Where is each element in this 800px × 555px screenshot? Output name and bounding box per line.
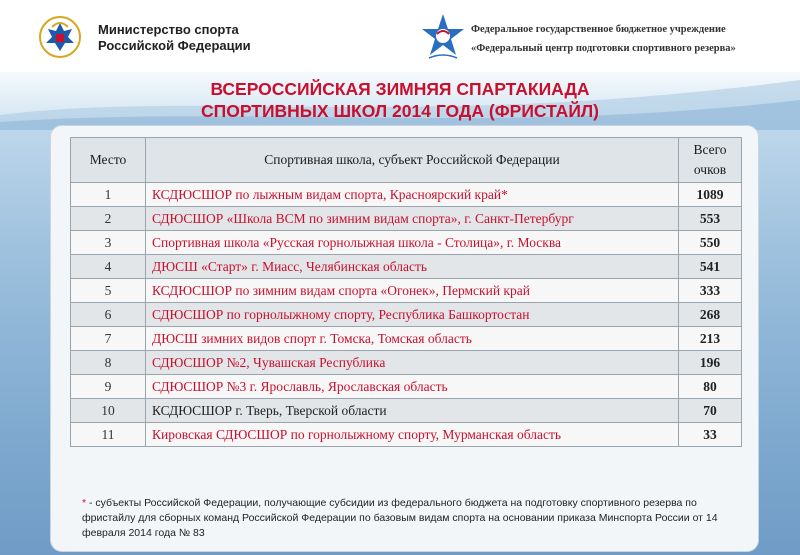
school-cell: СДЮСШОР «Школа ВСМ по зимним видам спорта», г. Санкт-Петербург xyxy=(146,207,679,231)
school-cell: Спортивная школа «Русская горнолыжная школа - Столица», г. Москва xyxy=(146,231,679,255)
table-row xyxy=(71,399,742,423)
points-cell: 268 xyxy=(679,303,742,327)
school-cell: КСДЮСШОР г. Тверь, Тверской области xyxy=(146,399,679,423)
place-cell: 11 xyxy=(71,423,146,447)
school-cell: СДЮСШОР №3 г. Ярославль, Ярославская область xyxy=(146,375,679,399)
place-cell: 10 xyxy=(71,399,146,423)
table-row xyxy=(71,279,742,303)
footnote-asterisk: * xyxy=(82,497,87,509)
center-line1: Федеральное государственное бюджетное учреждение xyxy=(471,24,726,35)
place-cell: 2 xyxy=(71,207,146,231)
table-row xyxy=(71,255,742,279)
points-cell: 33 xyxy=(679,423,742,447)
place-cell: 9 xyxy=(71,375,146,399)
table-row xyxy=(71,327,742,351)
place-cell: 3 xyxy=(71,231,146,255)
school-cell: ДЮСШ зимних видов спорт г. Томска, Томская область xyxy=(146,327,679,351)
points-cell: 541 xyxy=(679,255,742,279)
ministry-line2: Российской Федерации xyxy=(98,38,251,53)
table-row xyxy=(71,423,742,447)
school-cell: КСДЮСШОР по лыжным видам спорта, Красноярский край* xyxy=(146,183,679,207)
footnote xyxy=(82,496,752,541)
header-school: Спортивная школа, субъект Российской Федерации xyxy=(146,138,679,183)
russian-coat-of-arms-icon xyxy=(38,15,82,59)
place-cell: 6 xyxy=(71,303,146,327)
table-row xyxy=(71,351,742,375)
points-cell: 70 xyxy=(679,399,742,423)
place-cell: 8 xyxy=(71,351,146,375)
table-row xyxy=(71,207,742,231)
school-cell: СДЮСШОР по горнолыжному спорту, Республика Башкортостан xyxy=(146,303,679,327)
points-cell: 333 xyxy=(679,279,742,303)
center-name xyxy=(471,20,736,58)
table-row xyxy=(71,231,742,255)
title-line1: ВСЕРОССИЙСКАЯ ЗИМНЯЯ СПАРТАКИАДА xyxy=(210,79,590,99)
school-cell: ДЮСШ «Старт» г. Миасс, Челябинская область xyxy=(146,255,679,279)
points-cell: 1089 xyxy=(679,183,742,207)
school-cell: Кировская СДЮСШОР по горнолыжному спорту, Мурманская область xyxy=(146,423,679,447)
place-cell: 5 xyxy=(71,279,146,303)
title-line2: СПОРТИВНЫХ ШКОЛ 2014 ГОДА (ФРИСТАЙЛ) xyxy=(200,101,600,121)
points-cell: 213 xyxy=(679,327,742,351)
table-header-row xyxy=(71,138,742,183)
footnote-text: - субъекты Российской Федерации, получающие субсидии из федерального бюджета на подготовку спортивного резерва по фристайлу для сборных команд Российской Федерации по базовым видам спорта на основании приказа Минспорта России от 14 февраля 2014 года № 83 xyxy=(82,497,718,539)
header-place: Место xyxy=(71,138,146,183)
results-table xyxy=(70,137,742,447)
place-cell: 1 xyxy=(71,183,146,207)
school-cell: КСДЮСШОР по зимним видам спорта «Огонек», Пермский край xyxy=(146,279,679,303)
ministry-line1: Министерство спорта xyxy=(98,22,239,37)
points-cell: 196 xyxy=(679,351,742,375)
header-points-line1: Всего xyxy=(693,142,727,157)
points-cell: 550 xyxy=(679,231,742,255)
header xyxy=(0,0,800,72)
points-cell: 553 xyxy=(679,207,742,231)
center-line2: «Федеральный центр подготовки спортивного резерва» xyxy=(471,43,736,54)
points-cell: 80 xyxy=(679,375,742,399)
ministry-name xyxy=(98,22,251,54)
star-logo-icon xyxy=(421,12,465,62)
school-cell: СДЮСШОР №2, Чувашская Республика xyxy=(146,351,679,375)
place-cell: 7 xyxy=(71,327,146,351)
header-points xyxy=(679,138,742,183)
table-row xyxy=(71,375,742,399)
page-title xyxy=(0,78,800,122)
table-row xyxy=(71,303,742,327)
table-row xyxy=(71,183,742,207)
place-cell: 4 xyxy=(71,255,146,279)
header-points-line2: очков xyxy=(693,162,727,177)
